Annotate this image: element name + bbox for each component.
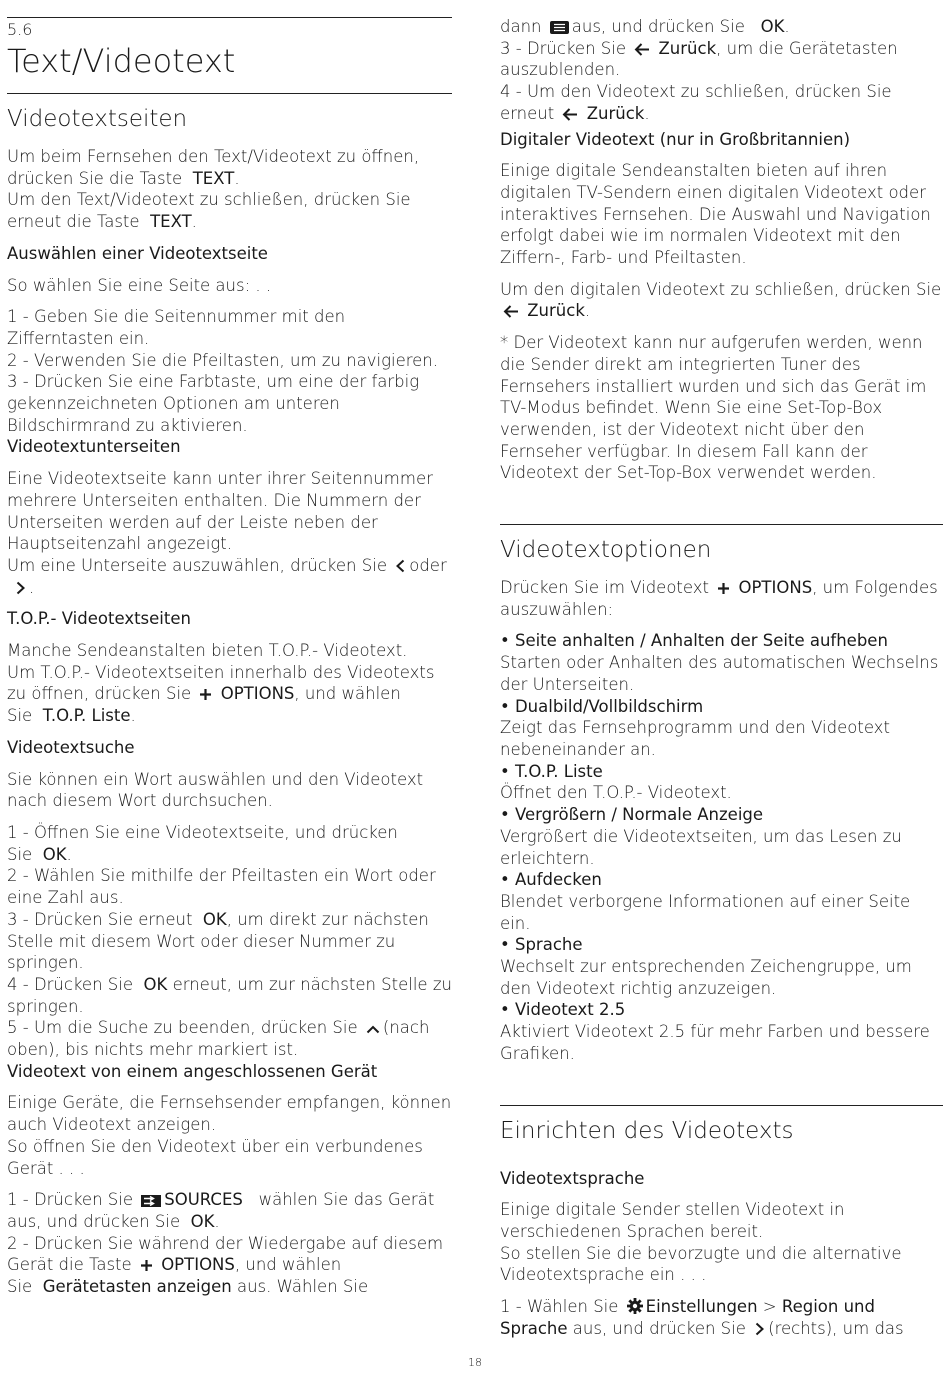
option-description: Aktiviert Videotext 2.5 für mehr Farben und bessere Grafiken. [500, 1022, 930, 1063]
heading-optionen: Videotextoptionen [500, 537, 712, 564]
sources-icon [141, 1195, 161, 1207]
arrow-left-icon [503, 305, 519, 318]
chevron-up-icon [366, 1024, 380, 1035]
gear-icon [627, 1298, 643, 1314]
option-title: • Seite anhalten / Anhalten der Seite aufheben [500, 631, 888, 651]
key-text: TEXT [192, 168, 235, 188]
paragraph-digital-close: Um den digitalen Videotext zu schließen, drücken Sie Zurück. [500, 279, 942, 321]
device-step-3: 3 - Drücken Sie Zurück, um die Gerätetasten auszublenden. [500, 38, 898, 80]
menu-icon [550, 21, 569, 34]
option-description: Starten oder Anhalten des automatischen Wechselns der Unterseiten. [500, 653, 939, 694]
page-number: 18 [468, 1356, 482, 1369]
paragraph-so-waehlen: So wählen Sie eine Seite aus: . . [7, 275, 272, 295]
step-1: 1 - Geben Sie die Seitennummer mit den Zifferntasten ein. [7, 307, 346, 348]
plus-icon [717, 582, 730, 595]
key-options: OPTIONS [220, 684, 295, 704]
arrow-left-icon [562, 108, 578, 121]
device-step-2-continued: dann aus, und drücken Sie OK. [500, 17, 790, 36]
paragraph-optionen: Drücken Sie im Videotext OPTIONS, um Folgendes auszuwählen: [500, 578, 938, 619]
option-description: Wechselt zur entsprechenden Zeichengruppe, um den Videotext richtig anzuzeigen. [500, 957, 912, 998]
paragraph-unterseiten: Eine Videotextseite kann unter ihrer Seitennummer mehrere Unterseiten enthalten. Die Nummern der Unterseiten werden auf der Leiste neben der Hauptseitenzahl angezeigt. [7, 469, 433, 554]
step-3: 3 - Drücken Sie eine Farbtaste, um eine der farbig gekennzeichneten Optionen am unteren Bildschirmrand zu aktivieren. [7, 372, 420, 435]
option-title: • Vergrößern / Normale Anzeige [500, 805, 764, 825]
paragraph-unterseite-select: Um eine Unterseite auszuwählen, drücken Sie oder . [7, 555, 447, 597]
search-step-1: 1 - Öffnen Sie eine Videotextseite, und drücken Sie OK. [7, 822, 398, 864]
heading-top: T.O.P.- Videotextseiten [7, 609, 191, 629]
option-description: Blendet verborgene Informationen auf einer Seite ein. [500, 891, 911, 933]
paragraph-digital: Einige digitale Sendeanstalten bieten auf ihren digitalen TV-Sendern einen digitalen Videotext oder interaktives Fernsehen. Die Auswahl und Navigation erfolgt dabei wie im normalen Videotext mit den Ziffern-, Farb- und Pfeiltasten. [500, 161, 931, 268]
plus-icon [199, 688, 212, 701]
heading-unterseiten: Videotextunterseiten [7, 437, 181, 457]
heading-geraet: Videotext von einem angeschlossenen Gerät [7, 1061, 378, 1081]
option-title: • Aufdecken [500, 870, 602, 890]
plus-icon [140, 1259, 153, 1272]
options-list [500, 630, 943, 1064]
heading-sprache: Videotextsprache [500, 1168, 645, 1188]
device-step-4: 4 - Um den Videotext zu schließen, drücken Sie erneut Zurück. [500, 82, 892, 123]
key-top-liste: T.O.P. Liste [42, 706, 131, 726]
chevron-right-icon [754, 1322, 765, 1336]
paragraph-top: Manche Sendeanstalten bieten T.O.P.- Videotext. Um T.O.P.- Videotextseiten innerhalb des Videotexts zu öffnen, drücken Sie OPTIONS, und wählen Sie T.O.P. Liste. [7, 641, 435, 726]
paragraph-geraet: Einige Geräte, die Fernsehsender empfangen, können auch Videotext anzeigen. So öffnen Sie den Videotext über ein verbundenes Gerät . . . [7, 1093, 452, 1178]
chevron-left-icon [395, 559, 406, 573]
option-description: Öffnet den T.O.P.- Videotext. [500, 783, 732, 803]
option-description: Vergrößert die Videotextseiten, um das Lesen zu erleichtern. [500, 826, 902, 868]
heading-videotextseiten: Videotextseiten [7, 106, 188, 132]
search-step-4: 4 - Drücken Sie OK erneut, um zur nächsten Stelle zu springen. [7, 974, 452, 1016]
option-description: Zeigt das Fernsehprogramm und den Videotext nebeneinander an. [500, 718, 890, 759]
step-2: 2 - Verwenden Sie die Pfeiltasten, um zu navigieren. [7, 350, 439, 370]
paragraph-note: * Der Videotext kann nur aufgerufen werden, wenn die Sender direkt am integrierten Tuner des Fernsehers installiert wurden und sich das Gerät im TV-Modus befindet. Wenn Sie eine Set-Top-Box verwenden, ist der Videotext nicht über den Fernseher verfügbar. In diesem Fall kann der Videotext der Set-Top-Box verwendet werden. [500, 333, 927, 483]
paragraph-sprache: Einige digitale Sender stellen Videotext in verschiedenen Sprachen bereit. So stellen Sie die bevorzugte und die alternative Videotextsprache ein . . . [500, 1200, 902, 1285]
paragraph-suche: Sie können ein Wort auswählen und den Videotext nach diesem Wort durchsuchen. [7, 769, 424, 811]
heading-einrichten: Einrichten des Videotexts [500, 1117, 794, 1144]
device-step-2: 2 - Drücken Sie während der Wiedergabe auf diesem Gerät die Taste OPTIONS, und wählen Sie Gerätetasten anzeigen aus. Wählen Sie [7, 1233, 444, 1297]
chevron-right-icon [15, 581, 26, 595]
option-title: • Dualbild/Vollbildschirm [500, 696, 704, 716]
setup-step-1: 1 - Wählen Sie Einstellungen > Region und Sprache aus, und drücken Sie (rechts), um das [500, 1297, 904, 1338]
key-text: TEXT [150, 212, 192, 232]
paragraph-open: Um beim Fernsehen den Text/Videotext zu öffnen, drücken Sie die Taste TEXT. Um den Text/Videotext zu schließen, drücken Sie erneut die Taste TEXT. [7, 147, 420, 232]
section-number: 5.6 [7, 20, 33, 39]
heading-suche: Videotextsuche [7, 737, 135, 757]
search-step-2: 2 - Wählen Sie mithilfe der Pfeiltasten ein Wort oder eine Zahl aus. [7, 866, 436, 908]
arrow-left-icon [634, 43, 650, 56]
heading-auswaehlen: Auswählen einer Videotextseite [7, 243, 268, 263]
option-title: • Videotext 2.5 [500, 1000, 626, 1020]
heading-digital: Digitaler Videotext (nur in Großbritannien) [500, 129, 851, 149]
option-title: • Sprache [500, 935, 583, 955]
section-rule [7, 17, 452, 18]
device-step-1: 1 - Drücken Sie SOURCES wählen Sie das Gerät aus, und drücken Sie OK. [7, 1190, 435, 1231]
option-title: • T.O.P. Liste [500, 761, 603, 781]
section-title: Text/Videotext [7, 42, 236, 80]
left-column [7, 0, 452, 1298]
right-column [500, 0, 943, 1339]
search-step-3: 3 - Drücken Sie erneut OK, um direkt zur nächsten Stelle mit diesem Wort oder dieser Nummer zu springen. [7, 909, 429, 973]
search-step-5: 5 - Um die Suche zu beenden, drücken Sie (nach oben), bis nichts mehr markiert ist. [7, 1018, 430, 1060]
